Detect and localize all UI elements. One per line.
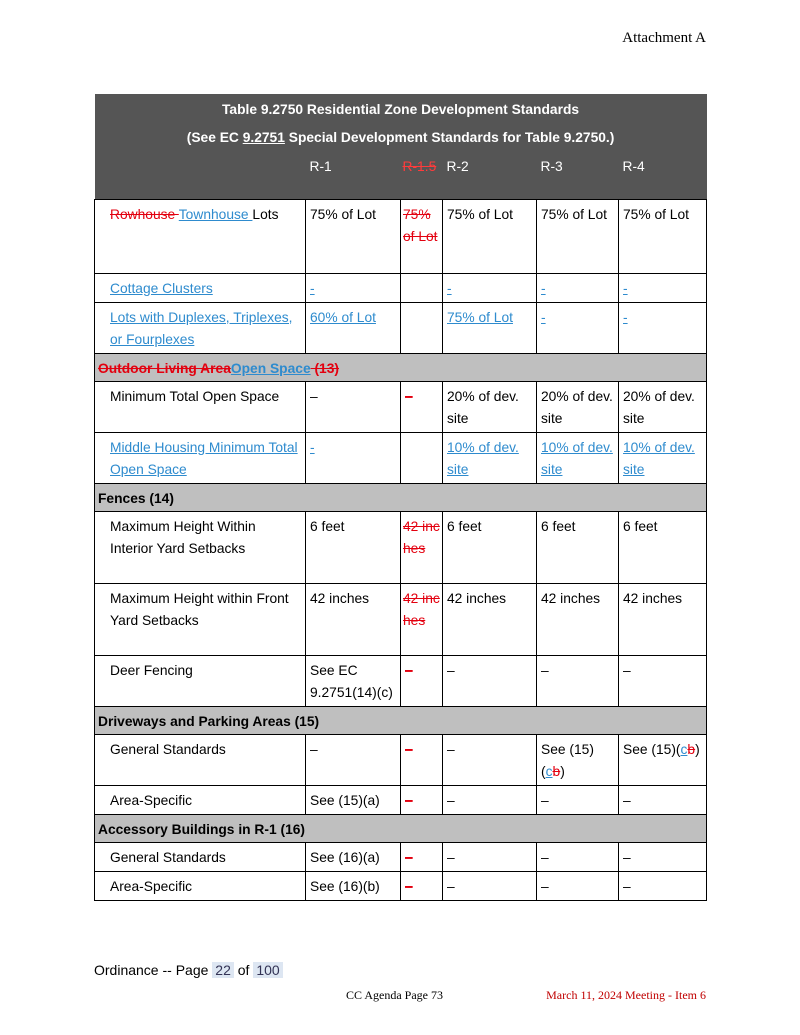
section-title: Fences (14) — [95, 483, 707, 511]
cell-r15: 75% of Lot — [401, 199, 443, 273]
table-title-row — [95, 94, 707, 152]
subtitle-ref-link[interactable]: 9.2751 — [242, 130, 285, 145]
cell-r1: See (16)(b) — [306, 871, 401, 900]
cell-r2: 6 feet — [443, 511, 537, 583]
section-row-driveways — [95, 706, 707, 734]
cell-r1: – — [306, 734, 401, 785]
table-row — [95, 785, 707, 814]
cell-r2: – — [443, 842, 537, 871]
page-total: 100 — [253, 962, 282, 978]
row-label-duplex: Lots with Duplexes, Triplexes, or Fourplexes — [95, 302, 306, 353]
row-label-max-front: Maximum Height within Front Yard Setbacks — [95, 583, 306, 655]
cell-r2: – — [443, 734, 537, 785]
label-rest: Lots — [252, 206, 279, 222]
cell-r3: – — [537, 655, 619, 706]
cell-text: ) — [695, 741, 700, 757]
col-r3: R-3 — [537, 152, 619, 199]
deleted-text: Outdoor Living Area — [98, 360, 231, 376]
section-row-accessory — [95, 814, 707, 842]
cell-r4: - — [619, 273, 707, 302]
cell-r1: See (15)(a) — [306, 785, 401, 814]
cell-r1: See EC 9.2751(14)(c) — [306, 655, 401, 706]
cell-r1: 75% of Lot — [306, 199, 401, 273]
page-number: 22 — [212, 962, 234, 978]
row-label-cottage: Cottage Clusters — [95, 273, 306, 302]
cell-r4: – — [619, 842, 707, 871]
section-row-open-space — [95, 353, 707, 381]
cell-r2: 75% of Lot — [443, 302, 537, 353]
section-title: Accessory Buildings in R-1 (16) — [95, 814, 707, 842]
cell-r2: 75% of Lot — [443, 199, 537, 273]
footer-text: of — [233, 962, 254, 978]
cell-text: See (15)( — [541, 741, 594, 779]
cell-r4: 42 inches — [619, 583, 707, 655]
cell-r4: 6 feet — [619, 511, 707, 583]
cell-r2: – — [443, 871, 537, 900]
cell-r3: 75% of Lot — [537, 199, 619, 273]
table-row — [95, 381, 707, 432]
section-row-fences — [95, 483, 707, 511]
deleted-text: b — [552, 763, 561, 779]
inserted-text: Open Space — [230, 360, 311, 376]
cell-r1: See (16)(a) — [306, 842, 401, 871]
inserted-text: c — [680, 741, 688, 757]
cell-r15: 42 inches — [401, 583, 443, 655]
cell-r4: 75% of Lot — [619, 199, 707, 273]
ordinance-page-footer — [94, 962, 283, 978]
table-row — [95, 432, 707, 483]
cell-r3: - — [537, 302, 619, 353]
cell-r2: – — [443, 785, 537, 814]
development-standards-table — [94, 94, 707, 901]
cell-r3 — [537, 734, 619, 785]
cell-r2: 42 inches — [443, 583, 537, 655]
cell-text: ) — [560, 763, 565, 779]
cell-r2: 10% of dev. site — [443, 432, 537, 483]
table-row — [95, 734, 707, 785]
cell-r2: 20% of dev. site — [443, 381, 537, 432]
table-title: Table 9.2750 Residential Zone Development Standards — [222, 102, 580, 117]
cell-r15: – — [401, 734, 443, 785]
cell-r3: 10% of dev. site — [537, 432, 619, 483]
deleted-text: Rowhouse — [110, 206, 179, 222]
cell-r1: – — [306, 381, 401, 432]
cell-r4 — [619, 734, 707, 785]
subtitle-post: Special Development Standards for Table 9.2750.) — [284, 130, 615, 145]
table-row — [95, 199, 707, 273]
row-label-deer: Deer Fencing — [95, 655, 306, 706]
cell-r15: 42 inches — [401, 511, 443, 583]
cell-r2: - — [443, 273, 537, 302]
col-r2: R-2 — [443, 152, 537, 199]
footer-text: Ordinance -- Page — [94, 962, 213, 978]
table-row — [95, 511, 707, 583]
cell-r15 — [401, 273, 443, 302]
cell-r3: 20% of dev. site — [537, 381, 619, 432]
cell-r4: 20% of dev. site — [619, 381, 707, 432]
cell-r15: – — [401, 871, 443, 900]
cell-r4: - — [619, 302, 707, 353]
table-row — [95, 273, 707, 302]
cell-r15: – — [401, 655, 443, 706]
cell-r4: – — [619, 785, 707, 814]
cell-r15 — [401, 432, 443, 483]
inserted-text: Townhouse — [178, 206, 253, 222]
row-label-drive-general: General Standards — [95, 734, 306, 785]
col-r4: R-4 — [619, 152, 707, 199]
col-r1-5: R-1.5 — [401, 152, 443, 199]
attachment-label: Attachment A — [622, 30, 706, 46]
deleted-text: (13) — [310, 360, 339, 376]
inserted-text: c — [545, 763, 553, 779]
header-blank — [95, 152, 306, 199]
agenda-page-label: CC Agenda Page 73 — [346, 988, 443, 1002]
row-label-drive-area: Area-Specific — [95, 785, 306, 814]
cell-r3: 42 inches — [537, 583, 619, 655]
cell-r3: – — [537, 871, 619, 900]
table-row — [95, 655, 707, 706]
row-label-max-interior: Maximum Height Within Interior Yard Setbacks — [95, 511, 306, 583]
table-subtitle — [99, 124, 703, 152]
cell-r3: – — [537, 785, 619, 814]
cell-r1: - — [306, 273, 401, 302]
row-label-min-open: Minimum Total Open Space — [95, 381, 306, 432]
row-label-townhouse — [95, 199, 306, 273]
cell-r1: - — [306, 432, 401, 483]
cell-r1: 60% of Lot — [306, 302, 401, 353]
cell-r15: – — [401, 381, 443, 432]
table-row — [95, 302, 707, 353]
cell-r2: – — [443, 655, 537, 706]
cell-r3: – — [537, 842, 619, 871]
cell-r4: 10% of dev. site — [619, 432, 707, 483]
cell-r3: - — [537, 273, 619, 302]
table-row — [95, 583, 707, 655]
cell-r15 — [401, 302, 443, 353]
col-r1: R-1 — [306, 152, 401, 199]
meeting-label: March 11, 2024 Meeting - Item 6 — [546, 988, 706, 1002]
cell-r15: – — [401, 842, 443, 871]
table-row — [95, 871, 707, 900]
cell-r1: 42 inches — [306, 583, 401, 655]
cell-r1: 6 feet — [306, 511, 401, 583]
column-header-row — [95, 152, 707, 199]
cell-text: See (15)( — [623, 741, 681, 757]
cell-r4: – — [619, 655, 707, 706]
row-label-middle: Middle Housing Minimum Total Open Space — [95, 432, 306, 483]
table-row — [95, 842, 707, 871]
deleted-text: b — [687, 741, 696, 757]
cell-r4: – — [619, 871, 707, 900]
section-title: Driveways and Parking Areas (15) — [95, 706, 707, 734]
row-label-acc-area: Area-Specific — [95, 871, 306, 900]
subtitle-pre: (See EC — [186, 130, 243, 145]
cell-r15: – — [401, 785, 443, 814]
cell-r3: 6 feet — [537, 511, 619, 583]
row-label-acc-general: General Standards — [95, 842, 306, 871]
